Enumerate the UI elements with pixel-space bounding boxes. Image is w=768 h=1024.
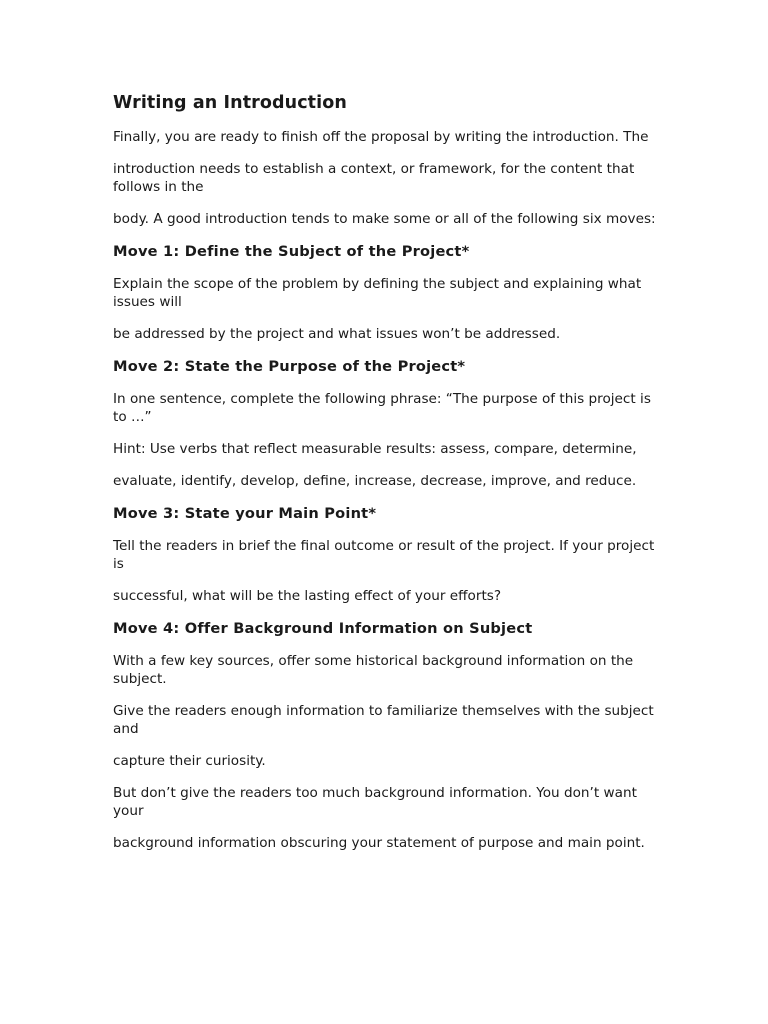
paragraph-move-4-d: But don’t give the readers too much background information. You don’t want your [113,785,637,819]
document-title: Writing an Introduction [113,93,347,113]
paragraph-intro-2: introduction needs to establish a context, or framework, for the content that follows in the [113,161,635,195]
heading-move-1: Move 1: Define the Subject of the Project* [113,243,470,260]
heading-move-2: Move 2: State the Purpose of the Project* [113,358,466,375]
heading-move-3: Move 3: State your Main Point* [113,505,377,522]
paragraph-move-3-a: Tell the readers in brief the final outcome or result of the project. If your project is [113,538,655,572]
paragraph-move-2-hint-a: Hint: Use verbs that reflect measurable results: assess, compare, determine, [113,441,637,457]
paragraph-move-1-b: be addressed by the project and what issues won’t be addressed. [113,326,561,342]
paragraph-move-2-a: In one sentence, complete the following phrase: “The purpose of this project is to …” [113,391,651,425]
paragraph-move-3-b: successful, what will be the lasting effect of your efforts? [113,588,502,604]
paragraph-move-4-b: Give the readers enough information to familiarize themselves with the subject and [113,703,654,737]
document-body [113,92,661,866]
heading-move-4: Move 4: Offer Background Information on Subject [113,620,533,637]
paragraph-intro-3: body. A good introduction tends to make some or all of the following six moves: [113,211,656,227]
paragraph-move-4-a: With a few key sources, offer some historical background information on the subject. [113,653,634,687]
paragraph-move-2-hint-b: evaluate, identify, develop, define, increase, decrease, improve, and reduce. [113,473,637,489]
paragraph-move-4-e: background information obscuring your statement of purpose and main point. [113,835,645,851]
paragraph-intro-1: Finally, you are ready to finish off the proposal by writing the introduction. The [113,129,649,145]
paragraph-move-4-c: capture their curiosity. [113,753,266,769]
paragraph-move-1-a: Explain the scope of the problem by defining the subject and explaining what issues will [113,276,642,310]
